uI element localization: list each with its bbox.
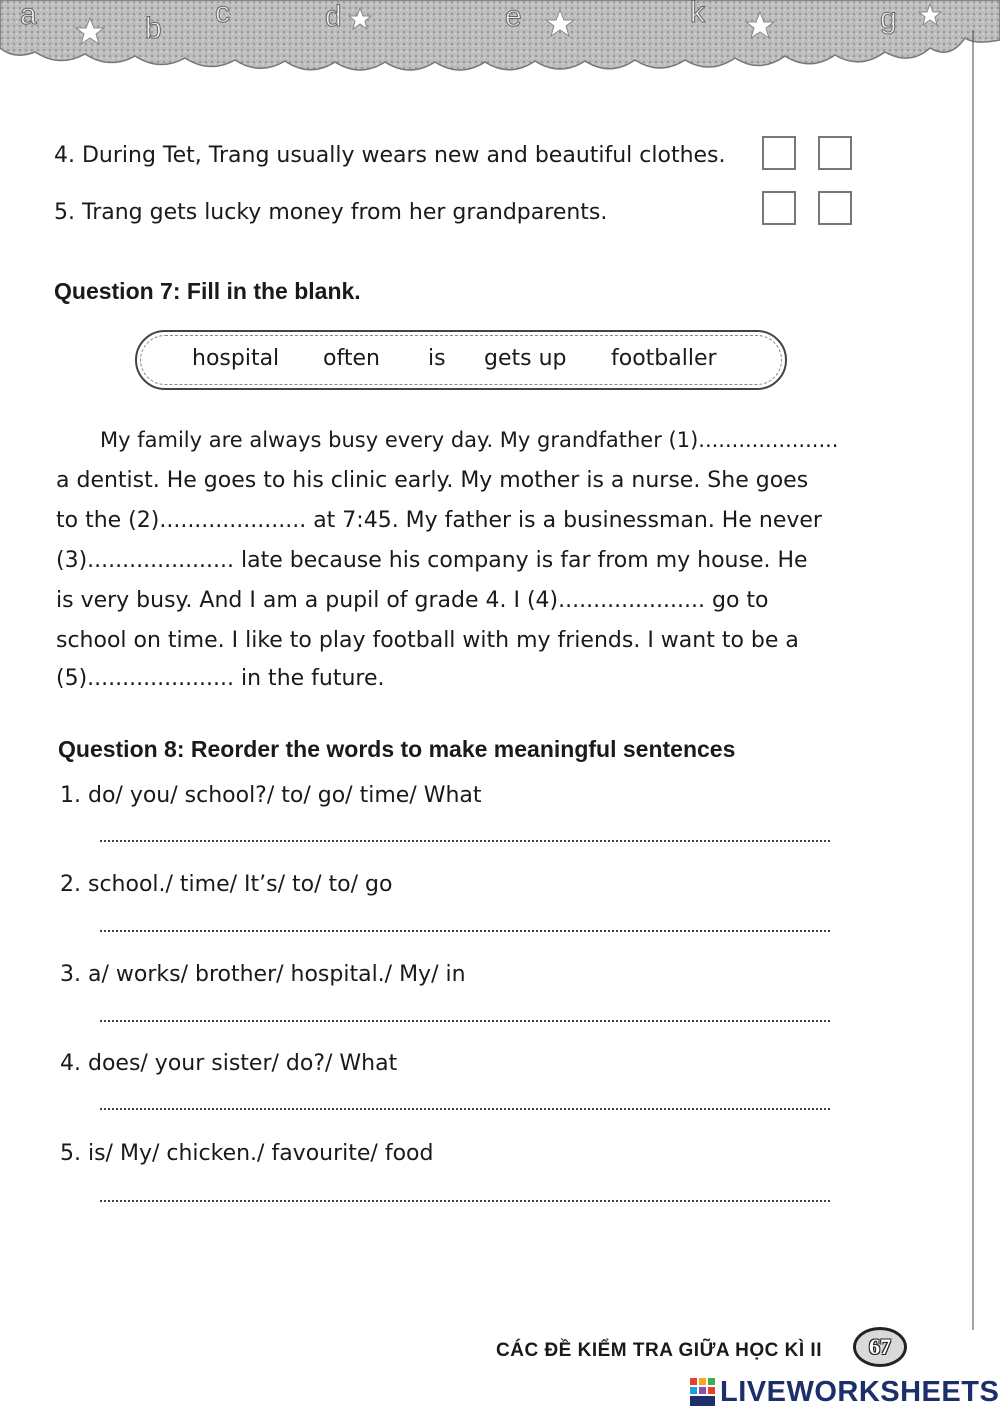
reorder-item-2: 2. school./ time/ It’s/ to/ to/ go xyxy=(60,872,393,897)
book-title: CÁC ĐỀ KIỂM TRA GIỮA HỌC KÌ II xyxy=(496,1340,822,1361)
answer-line-5[interactable] xyxy=(100,1198,830,1202)
passage-line: to the (2)..................... at 7:45. My father is a businessman. He never xyxy=(56,508,822,533)
true-checkbox-4[interactable] xyxy=(762,136,796,170)
svg-text:a: a xyxy=(20,0,37,31)
word-bank-word: is xyxy=(428,346,446,371)
reorder-item-4: 4. does/ your sister/ do?/ What xyxy=(60,1051,398,1076)
word-bank-word: hospital xyxy=(192,346,280,371)
false-checkbox-5[interactable] xyxy=(818,191,852,225)
word-bank-word: footballer xyxy=(611,346,717,371)
page-number: 67 xyxy=(853,1327,907,1367)
passage-line: My family are always busy every day. My grandfather (1)..................... xyxy=(100,428,839,452)
logo-text: LIVEWORKSHEETS xyxy=(720,1376,1000,1408)
true-checkbox-5[interactable] xyxy=(762,191,796,225)
reorder-item-1: 1. do/ you/ school?/ to/ go/ time/ What xyxy=(60,783,482,808)
passage-line: (5)..................... in the future. xyxy=(56,666,385,691)
page-edge-line xyxy=(972,30,980,1330)
word-bank-word: often xyxy=(323,346,380,371)
tf-item-5 xyxy=(54,200,607,225)
reorder-item-3: 3. a/ works/ brother/ hospital./ My/ in xyxy=(60,962,466,987)
passage-line: school on time. I like to play football with my friends. I want to be a xyxy=(56,628,799,653)
word-bank-word: gets up xyxy=(484,346,567,371)
question-8-title: Question 8: Reorder the words to make meaningful sentences xyxy=(58,736,736,762)
svg-text:d: d xyxy=(325,0,342,33)
svg-text:k: k xyxy=(690,0,705,29)
svg-text:g: g xyxy=(880,2,897,35)
answer-line-1[interactable] xyxy=(100,838,830,842)
passage-line: is very busy. And I am a pupil of grade 4. I (4)..................... go to xyxy=(56,588,769,613)
question-7-title: Question 7: Fill in the blank. xyxy=(54,278,361,304)
passage-line: a dentist. He goes to his clinic early. My mother is a nurse. She goes xyxy=(56,468,809,493)
tf-item-4 xyxy=(54,143,726,168)
answer-line-4[interactable] xyxy=(100,1106,830,1110)
false-checkbox-4[interactable] xyxy=(818,136,852,170)
liveworksheets-icon xyxy=(690,1378,716,1408)
svg-text:c: c xyxy=(215,0,230,29)
tf-item-text: 4. During Tet, Trang usually wears new and beautiful clothes. xyxy=(54,143,726,168)
passage-line: (3)..................... late because his company is far from my house. He xyxy=(56,548,808,573)
reorder-item-5: 5. is/ My/ chicken./ favourite/ food xyxy=(60,1141,434,1166)
svg-text:e: e xyxy=(505,0,522,33)
answer-line-2[interactable] xyxy=(100,928,830,932)
tf-item-text: 5. Trang gets lucky money from her grandparents. xyxy=(54,200,608,225)
decorative-banner xyxy=(0,0,1000,80)
svg-text:b: b xyxy=(145,12,162,45)
answer-line-3[interactable] xyxy=(100,1018,830,1022)
